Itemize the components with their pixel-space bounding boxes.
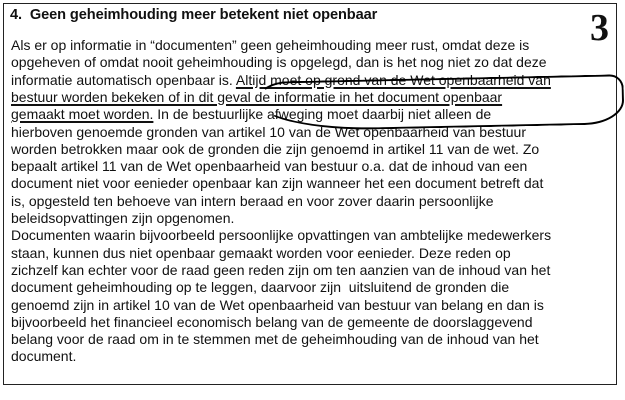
- line-text: is, opgesteld ten behoeve van intern beraad en voor zover daarin persoonlijke: [11, 192, 494, 209]
- body-line: [11, 262, 550, 279]
- body-line: [11, 72, 551, 89]
- body-line: [11, 175, 543, 192]
- body-line: [11, 37, 529, 54]
- line-text: Documenten waarin bijvoorbeeld persoonlijke opvattingen van ambtelijke medewerkers: [11, 227, 552, 244]
- body-line: [11, 141, 539, 158]
- line-text: In de bestuurlijke afweging moet daarbij niet alleen de: [153, 106, 492, 123]
- highlighted-text: bestuur worden bekeken of in dit geval de informatie in het document openbaar: [11, 88, 503, 105]
- body-line: [11, 89, 502, 106]
- highlighted-text: gemaakt moet worden.: [11, 106, 154, 123]
- body-line: [11, 245, 511, 262]
- body-line: [11, 124, 526, 141]
- line-text: opgeheven of omdat nooit geheimhouding is opgelegd, dan is het nog niet zo dat deze: [11, 54, 547, 71]
- line-text: Als er op informatie in “documenten” geen geheimhouding meer rust, omdat deze is: [11, 37, 530, 53]
- line-text: worden betrokken maar ook de gronden die zijn genoemd in artikel 11 van de wet. Zo: [11, 140, 540, 157]
- body-line: [11, 348, 76, 365]
- line-text: document.: [11, 348, 77, 365]
- line-text: staan, kunnen dus niet openbaar gemaakt worden voor eenieder. Deze reden op: [11, 244, 511, 261]
- line-text: bijvoorbeeld het financieel economisch belang van de gemeente de doorslaggevend: [11, 313, 533, 330]
- line-text: document niet voor eenieder openbaar kan zijn wanneer het een document betreft dat: [11, 175, 544, 192]
- body-line: [11, 193, 494, 210]
- body-line: [11, 279, 509, 296]
- line-text: zichzelf kan echter voor de raad geen reden zijn om ten aanzien van de inhoud van het: [11, 261, 551, 278]
- line-text: beleidsopvattingen zijn opgenomen.: [11, 210, 235, 226]
- body-line: [11, 314, 532, 331]
- line-text: genoemd zijn in artikel 10 van de Wet openbaarheid van bestuur van belang en dan is: [11, 296, 544, 313]
- line-text: document geheimhouding op te leggen, daarvoor zijn uitsluitend de gronden die: [11, 279, 510, 296]
- page-number: 3: [590, 7, 609, 49]
- body-line: [11, 297, 544, 314]
- highlighted-text: Altijd moet op grond van de Wet openbaarheid van: [235, 71, 551, 88]
- body-line: [11, 210, 234, 227]
- body-line: [11, 227, 551, 244]
- body-line: [11, 331, 539, 348]
- section-heading: 4. Geen geheimhouding meer betekent niet openbaar: [10, 7, 378, 23]
- line-text: bepaalt artikel 11 van de Wet openbaarheid van bestuur o.a. dat de inhoud van een: [11, 158, 528, 175]
- line-text: hierboven genoemde gronden van artikel 10 van de Wet openbaarheid van bestuur: [11, 123, 526, 140]
- body-line: [11, 158, 527, 175]
- line-text: belang voor de raad om in te stemmen met de geheimhouding van de inhoud van het: [11, 331, 539, 348]
- line-text: informatie automatisch openbaar is.: [11, 71, 236, 88]
- body-line: [11, 54, 547, 71]
- body-line: [11, 106, 491, 123]
